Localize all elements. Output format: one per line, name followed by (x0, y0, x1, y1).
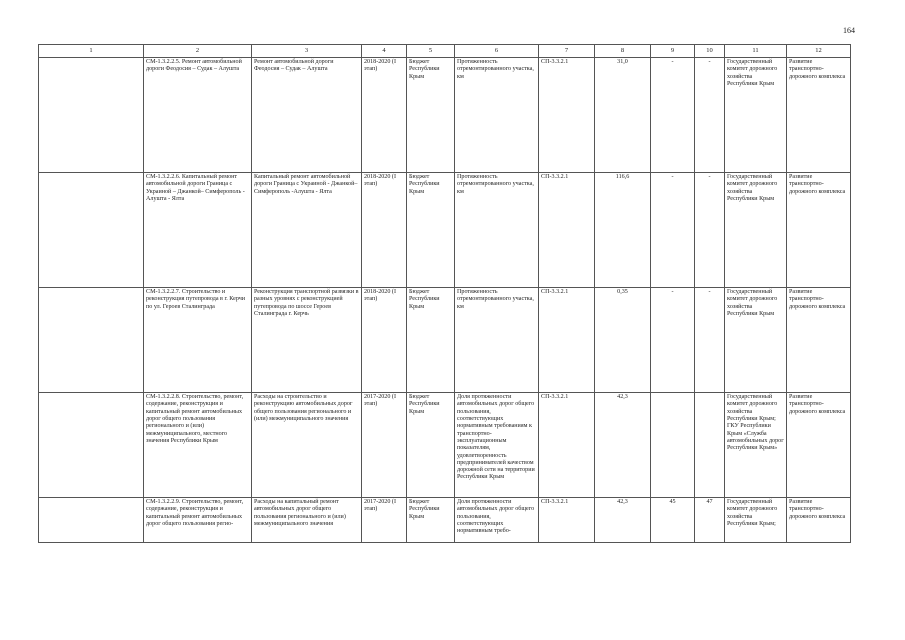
page-number: 164 (843, 26, 855, 35)
table-row (39, 498, 851, 543)
cell-funding: Бюджет Республики Крым (407, 288, 455, 393)
cell-program: Развитие транспортно-дорожного комплекса (787, 393, 851, 498)
cell-period: 2018-2020 (I этап) (362, 173, 407, 288)
cell-value-8: 0,35 (595, 288, 651, 393)
cell-program: Развитие транспортно-дорожного комплекса (787, 498, 851, 543)
cell-indicator: Протяженность отремонтированного участка, км (455, 288, 539, 393)
cell-measure-code: СМ-1.3.2.2.9. Строительство, ремонт, содержание, реконструкция и капитальный ремонт автомобильных дорог общего пользования регио- (144, 498, 252, 543)
cell-responsible: Государственный комитет дорожного хозяйства Республики Крым (725, 173, 787, 288)
cell-code: СП-3.3.2.1 (539, 288, 595, 393)
cell-responsible: Государственный комитет дорожного хозяйства Республики Крым (725, 58, 787, 173)
column-header: 5 (407, 45, 455, 58)
table-row (39, 173, 851, 288)
cell-measure-code: СМ-1.3.2.2.6. Капитальный ремонт автомобильной дороги Граница с Украиной – Джанкой– Симферополь - Алушта - Ялта (144, 173, 252, 288)
cell-col1 (39, 173, 144, 288)
cell-value-8: 42,3 (595, 498, 651, 543)
cell-period: 2018-2020 (I этап) (362, 288, 407, 393)
column-header: 4 (362, 45, 407, 58)
cell-value-10: - (695, 173, 725, 288)
measures-table (38, 44, 851, 543)
column-header-row (39, 45, 851, 58)
column-header: 2 (144, 45, 252, 58)
cell-funding: Бюджет Республики Крым (407, 393, 455, 498)
column-header: 11 (725, 45, 787, 58)
cell-indicator: Доля протяженности автомобильных дорог общего пользования, соответствующих нормативным требованиям к транспортно-эксплуатационным показателям, удовлетворенность предпринимателей качеством дорожной сети на территории Республики Крым (455, 393, 539, 498)
cell-value-8: 31,0 (595, 58, 651, 173)
cell-value-10: - (695, 288, 725, 393)
cell-col1 (39, 498, 144, 543)
cell-activity: Расходы на строительство и реконструкцию автомобильных дорог общего пользования регионального и (или) межмуниципального значения (252, 393, 362, 498)
cell-indicator: Доля протяженности автомобильных дорог общего пользования, соответствующих нормативным требо- (455, 498, 539, 543)
cell-indicator: Протяженность отремонтированного участка, км (455, 173, 539, 288)
cell-activity: Расходы на капитальный ремонт автомобильных дорог общего пользования регионального и (или) межмуниципального значения (252, 498, 362, 543)
cell-value-8: 116,6 (595, 173, 651, 288)
cell-value-10 (695, 393, 725, 498)
cell-value-10: - (695, 58, 725, 173)
cell-program: Развитие транспортно-дорожного комплекса (787, 58, 851, 173)
cell-funding: Бюджет Республики Крым (407, 498, 455, 543)
table-row (39, 393, 851, 498)
cell-responsible: Государственный комитет дорожного хозяйства Республики Крым (725, 288, 787, 393)
cell-program: Развитие транспортно-дорожного комплекса (787, 173, 851, 288)
cell-responsible: Государственный комитет дорожного хозяйства Республики Крым; (725, 498, 787, 543)
cell-value-9: - (651, 58, 695, 173)
column-header: 8 (595, 45, 651, 58)
column-header: 9 (651, 45, 695, 58)
cell-activity: Реконструкция транспортной развязки в разных уровнях с реконструкцией путепровода по шоссе Героев Сталинграда г. Керчь (252, 288, 362, 393)
cell-program: Развитие транспортно-дорожного комплекса (787, 288, 851, 393)
cell-col1 (39, 393, 144, 498)
cell-col1 (39, 58, 144, 173)
cell-period: 2018-2020 (I этап) (362, 58, 407, 173)
cell-responsible: Государственный комитет дорожного хозяйства Республики Крым; ГКУ Республики Крым «Служба автомобильных дорог Республики Крым» (725, 393, 787, 498)
cell-funding: Бюджет Республики Крым (407, 58, 455, 173)
cell-value-8: 42,3 (595, 393, 651, 498)
cell-measure-code: СМ-1.3.2.2.8. Строительство, ремонт, содержание, реконструкция и капитальный ремонт автомобильных дорог общего пользования регионального и (или) межмуниципального, местного значения Республики Крым (144, 393, 252, 498)
cell-period: 2017-2020 (I этап) (362, 498, 407, 543)
column-header: 1 (39, 45, 144, 58)
cell-col1 (39, 288, 144, 393)
cell-value-9: 45 (651, 498, 695, 543)
cell-funding: Бюджет Республики Крым (407, 173, 455, 288)
cell-measure-code: СМ-1.3.2.2.5. Ремонт автомобильной дороги Феодосия – Судак – Алушта (144, 58, 252, 173)
cell-indicator: Протяженность отремонтированного участка, км (455, 58, 539, 173)
column-header: 12 (787, 45, 851, 58)
cell-value-9: - (651, 288, 695, 393)
cell-code: СП-3.3.2.1 (539, 173, 595, 288)
column-header: 10 (695, 45, 725, 58)
cell-measure-code: СМ-1.3.2.2.7. Строительство и реконструкция путепровода в г. Керчи по ул. Героев Сталинграда (144, 288, 252, 393)
cell-activity: Капитальный ремонт автомобильной дороги Граница с Украиной - Джанкой–Симферополь -Алушта - Ялта (252, 173, 362, 288)
cell-value-10: 47 (695, 498, 725, 543)
column-header: 7 (539, 45, 595, 58)
cell-code: СП-3.3.2.1 (539, 58, 595, 173)
cell-code: СП-3.3.2.1 (539, 498, 595, 543)
column-header: 6 (455, 45, 539, 58)
cell-value-9 (651, 393, 695, 498)
table-row (39, 288, 851, 393)
table-row (39, 58, 851, 173)
cell-activity: Ремонт автомобильной дороги Феодосия – Судак – Алушта (252, 58, 362, 173)
column-header: 3 (252, 45, 362, 58)
cell-value-9: - (651, 173, 695, 288)
cell-period: 2017-2020 (I этап) (362, 393, 407, 498)
cell-code: СП-3.3.2.1 (539, 393, 595, 498)
